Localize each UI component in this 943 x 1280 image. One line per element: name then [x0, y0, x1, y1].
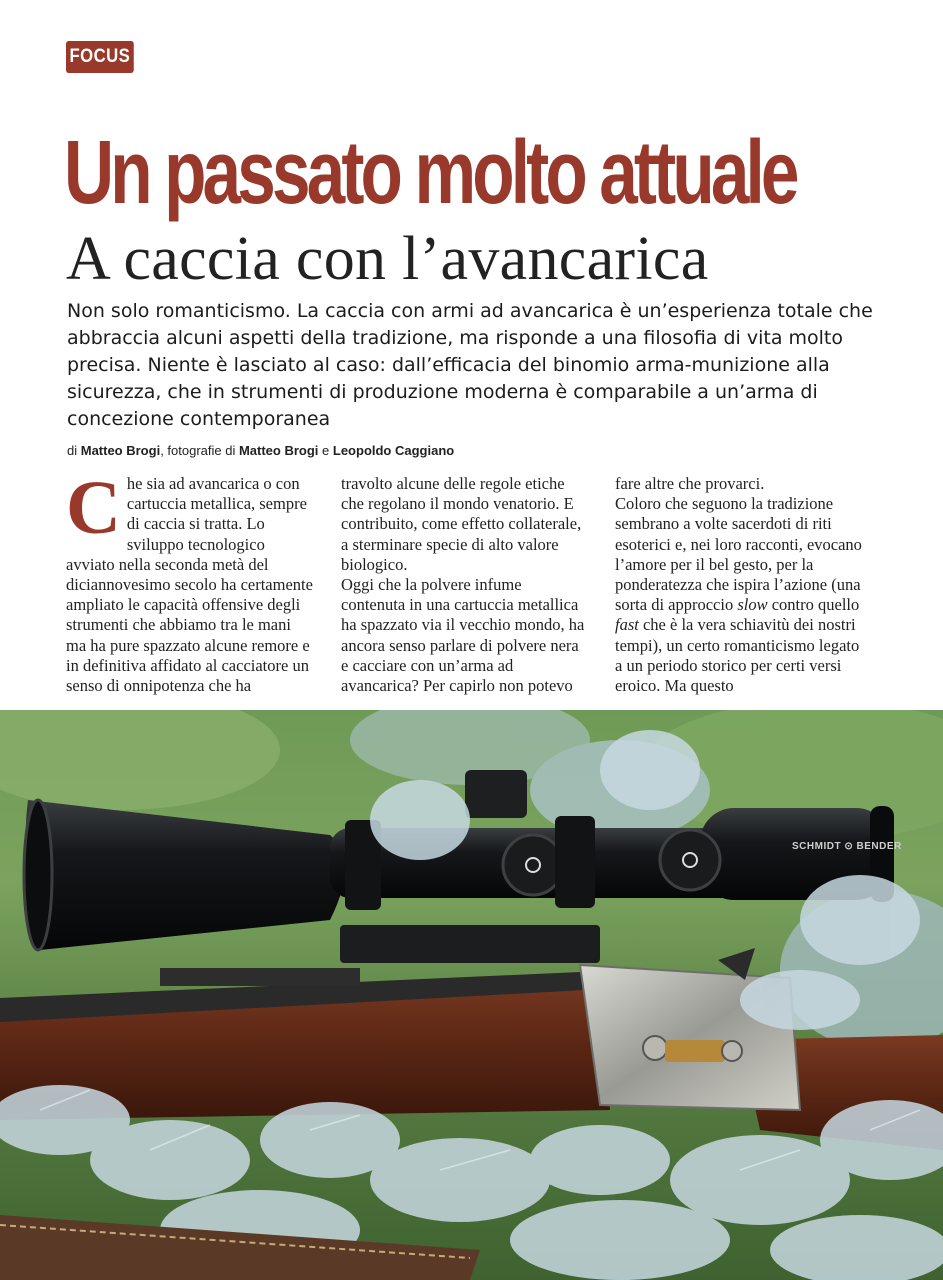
body-paragraph: travolto alcune delle regole etiche che regolano il mondo venatorio. E contribuito, come effetto collaterale, a sterminare specie di alto valore biologico. [341, 474, 582, 574]
headline: Un passato molto attuale [64, 123, 796, 223]
body-text: he sia ad avancarica o con cartuccia metallica, sempre di caccia si tratta. Lo sviluppo tecnologico avviato nella seconda metà del diciannovesimo secolo ha certamente ampliato le capacità offensive degli strumenti che abbiamo tra le mani ma ha pure spazzato alcune remore e in definitiva affidato al cacciatore un senso di onnipotenza che ha [66, 474, 313, 696]
byline-author: Matteo Brogi [80, 443, 161, 458]
scope-mount [340, 925, 600, 963]
scope-objective [26, 800, 345, 950]
body-column-1 [66, 466, 314, 696]
body-text: che è la vera schiavitù dei nostri tempi), un certo romanticismo legato a un periodo storico per certi versi eroico. Ma questo [615, 615, 860, 696]
body-paragraph: Oggi che la polvere infume contenuta in una cartuccia metallica ha spazzato via il vecchio mondo, ha ancora senso parlare di polvere nera e cacciare con un’arma ad avancarica? Per capirlo non potevo [341, 575, 585, 696]
body-text: contro quello [767, 595, 860, 615]
windage-turret [503, 835, 563, 895]
body-paragraph [66, 466, 314, 696]
byline-conjunction: e [318, 443, 333, 458]
rifle-photo [0, 710, 943, 1280]
byline-photos-label: , fotografie di [160, 443, 239, 458]
italic-slow: slow [737, 595, 768, 615]
body-paragraph [615, 494, 867, 696]
byline-photographer-1: Matteo Brogi [238, 443, 319, 458]
subtitle: A caccia con l’avancarica [66, 225, 709, 293]
byline-photographer-2: Leopoldo Caggiano [332, 443, 455, 458]
section-tag: FOCUS [66, 41, 134, 73]
rifle-illustration [0, 710, 943, 1280]
lede-paragraph: Non solo romanticismo. La caccia con armi ad avancarica è un’esperienza totale che abbraccia alcuni aspetti della tradizione, ma risponde a una filosofia di vita molto precisa. Niente è lasciato al caso: dall’efficacia del binomio arma-munizione alla sicurezza, che in strumenti di produzione moderna è comparabile a un’arma di concezione contemporanea [67, 300, 873, 430]
elevation-turret [465, 770, 527, 818]
parallax-turret [660, 830, 720, 890]
byline [67, 443, 454, 458]
drop-cap: C [66, 466, 121, 550]
body-paragraph: fare altre che provarci. [615, 474, 765, 493]
body-text: Coloro che seguono la tradizione sembrano a volte sacerdoti di riti esoterici e, nei loro racconti, evocano l’amore per il bel gesto, per la ponderatezza che ispira l’azione (una sorta di approccio [615, 494, 862, 615]
byline-prefix: di [67, 443, 81, 458]
body-column-2 [341, 474, 587, 696]
scope-brand-label: SCHMIDT ⊙ BENDER [792, 841, 902, 852]
body-column-3 [615, 474, 867, 696]
italic-fast: fast [615, 615, 639, 635]
